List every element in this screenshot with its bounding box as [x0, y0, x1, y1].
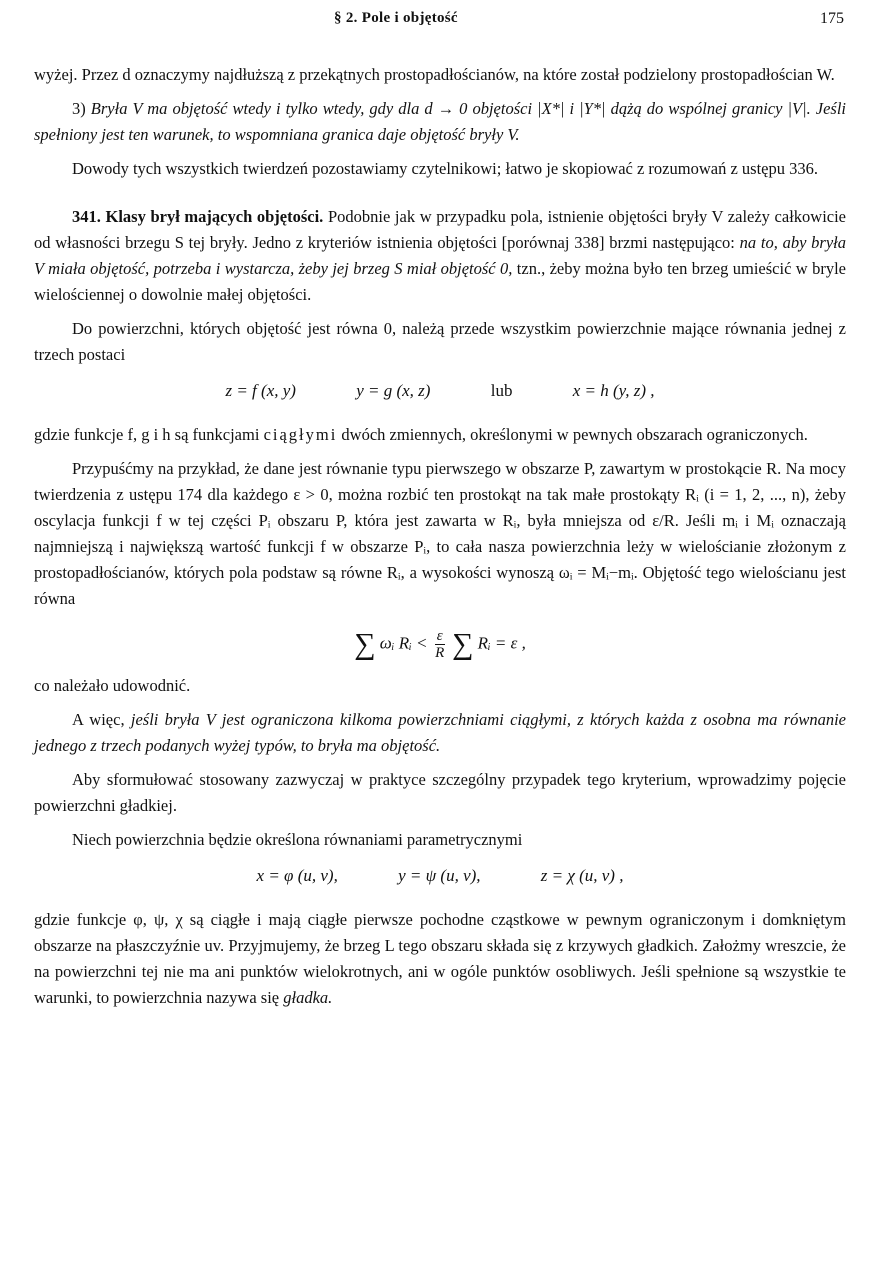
emphasis-text: ciągłymi	[263, 425, 338, 444]
equation-surfaces	[34, 378, 846, 404]
equation-part: x = h (y, z) ,	[572, 381, 655, 400]
conclusion-text: jeśli bryła V jest ograniczona kilkoma powierzchniami ciągłymi, z których każda z osobna ma równanie jednego z trzech podanych wyżej typów, to bryła ma objętość.	[34, 710, 847, 755]
section-title: § 2. Pole i objętość	[334, 10, 458, 26]
text-run: Podobnie jak w przypadku pola, istnienie objętości bryły V zależy całkowicie od własności brzegu S tej bryły. Jedno z kryteriów istnienia objętości [porównaj 338] brzmi następująco:	[34, 207, 847, 252]
paragraph: Przypuśćmy na przykład, że dane jest równanie typu pierwszego w obszarze P, zawartym w prostokącie R. Na mocy twierdzenia z ustępu 174 dla każdego ε > 0, można rozbić ten prostokąt na tak małe prostokąty Rᵢ (i = 1, 2, ..., n), żeby oscylacja funkcji f w tej części Pᵢ obszaru P, która jest zawarta w Rᵢ, była mniejsza od ε/R. Jeśli mᵢ i Mᵢ oznaczają najmniejszą i największą wartość funkcji f w obszarze Pᵢ, to cała nasza powierzchnia leży w wielościanie złożonym z prostopadłościanów, których pola podstaw są równe Rᵢ, a wysokości wynoszą ωᵢ = Mᵢ−mᵢ. Objętość tego wielościanu jest równa	[34, 459, 846, 608]
paragraph: wyżej. Przez d oznaczymy najdłuższą z przekątnych prostopadłościanów, na które został podzielony prostopadłościan W.	[34, 65, 835, 84]
equation-word: lub	[490, 381, 513, 400]
text-run: gdzie funkcje φ, ψ, χ są ciągłe i mają ciągłe pierwsze pochodne cząstkowe w pewnym ograniczonym i domkniętym obszarze na płaszczyźnie uv. Przyjmujemy, że brzeg L tego obszaru składa się z krzywych gładkich. Założmy wreszcie, że na powierzchni tej nie ma ani punktów wielokrotnych, ani w ogóle punktów osobliwych. Jeśli spełnione są wszystkie te warunki, to powierzchnia nazywa się	[34, 910, 846, 1007]
equation-part: ωᵢ Rᵢ <	[379, 633, 428, 653]
paragraph	[34, 422, 846, 448]
fraction-numerator: ε	[436, 628, 443, 644]
section-heading: 341. Klasy brył mających objętości.	[72, 207, 324, 226]
paragraph	[34, 204, 846, 308]
equation-part: z = χ (u, v) ,	[540, 866, 624, 885]
criterion-text: na to, aby bryła V miała objętość, potrzeba i wystarcza, żeby jej brzeg S miał objętość 0,	[34, 233, 847, 278]
text-run: A więc,	[72, 710, 125, 729]
fraction	[435, 628, 445, 661]
fraction-denominator: R	[435, 645, 445, 661]
page	[34, 8, 846, 1019]
paragraph	[34, 907, 846, 1011]
paragraph: Do powierzchni, których objętość jest równa 0, należą przede wszystkim powierzchnie mające równania jednej z trzech postaci	[34, 319, 846, 364]
paragraph	[34, 707, 846, 759]
theorem-text: Bryła V ma objętość wtedy i tylko wtedy, gdy dla d → 0 objętości |X*| i |Y*| dążą do wspólnej granicy |V|. Jeśli spełniony jest ten warunek, to wspomniana granica daje objętość bryły V.	[34, 99, 846, 144]
equation-part: z = f (x, y)	[225, 381, 296, 400]
page-number: 175	[820, 10, 844, 27]
paragraph	[34, 96, 846, 148]
text-run: gdzie funkcje f, g i h są funkcjami	[34, 425, 260, 444]
sigma-symbol: ∑	[451, 627, 474, 661]
list-number: 3)	[72, 99, 86, 118]
page-body	[34, 62, 846, 1011]
equation-part: y = g (x, z)	[356, 381, 431, 400]
text-run: tzn., żeby można było ten brzeg umieścić w bryle wielościennej o dowolnie małej objętości.	[34, 259, 847, 304]
equation-part: Rᵢ = ε ,	[477, 633, 526, 653]
defined-term: gładka.	[283, 988, 333, 1007]
equation-parametric	[34, 863, 846, 889]
paragraph: Dowody tych wszystkich twierdzeń pozostawiamy czytelnikowi; łatwo je skopiować z rozumowań z ustępu 336.	[72, 159, 818, 178]
paragraph: Aby sformułować stosowany zazwyczaj w praktyce szczególny przypadek tego kryterium, wprowadzimy pojęcie powierzchni gładkiej.	[34, 770, 846, 815]
sigma-symbol: ∑	[354, 627, 376, 661]
equation-part: x = φ (u, v),	[256, 866, 338, 885]
paragraph: Niech powierzchnia będzie określona równaniami parametrycznymi	[72, 830, 523, 849]
paragraph: co należało udowodnić.	[34, 676, 191, 695]
page-header	[34, 8, 846, 32]
equation-part: y = ψ (u, v),	[398, 866, 481, 885]
text-run: dwóch zmiennych, określonymi w pewnych obszarach ograniczonych.	[341, 425, 808, 444]
equation-sum	[34, 628, 846, 661]
